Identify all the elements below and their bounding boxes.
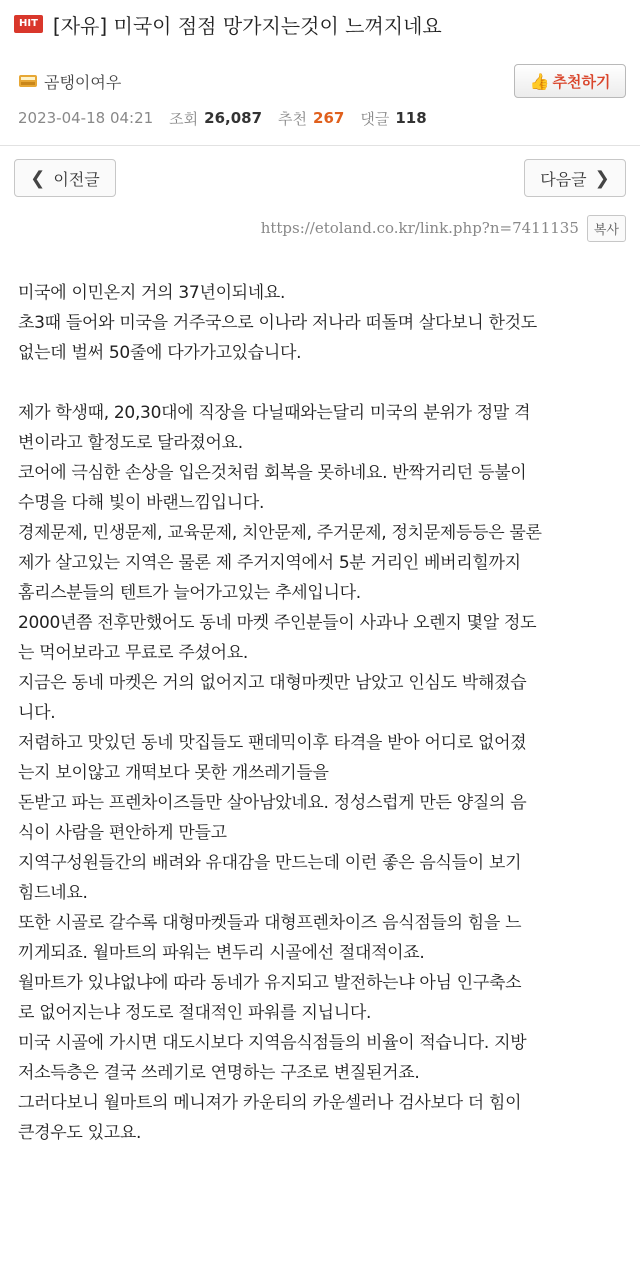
next-post-label: 다음글 [540, 169, 587, 189]
body-line: 미국 시골에 가시면 대도시보다 지역음식점들의 비율이 적습니다. 지방 [18, 1033, 527, 1053]
body-line: 경제문제, 민생문제, 교육문제, 치안문제, 주거문제, 정치문제등등은 물론 [18, 523, 542, 543]
author-info[interactable] [18, 64, 121, 98]
header-divider [0, 145, 640, 146]
recommends-label: 추천 [278, 109, 308, 128]
chevron-right-icon: ❯ [594, 167, 610, 189]
body-line: 끼게되죠. 월마트의 파워는 변두리 시골에선 절대적이죠. [18, 943, 425, 963]
body-line: 니다. [18, 703, 56, 723]
copy-link-button[interactable]: 복사 [587, 215, 626, 242]
chevron-left-icon: ❮ [30, 167, 46, 189]
body-line: 미국에 이민온지 거의 37년이되네요. [18, 283, 286, 303]
thumbs-up-icon: 👍 [529, 71, 550, 91]
body-line: 수명을 다해 빛이 바랜느낌입니다. [18, 493, 265, 513]
body-line: 지역구성원들간의 배려와 유대감을 만드는데 이런 좋은 음식들이 보기 [18, 853, 522, 873]
views-label: 조회 [169, 109, 199, 128]
body-line: 힘드네요. [18, 883, 88, 903]
body-line: 코어에 극심한 손상을 입은것처럼 회복을 못하네요. 반짝거리던 등불이 [18, 463, 527, 483]
comments-count: 118 [395, 109, 427, 127]
body-line: 홈리스분들의 텐트가 늘어가고있는 추세입니다. [18, 583, 361, 603]
post-date: 2023-04-18 04:21 [18, 109, 154, 127]
body-line: 큰경우도 있고요. [18, 1123, 142, 1143]
prev-post-button[interactable] [14, 159, 116, 197]
author-name[interactable]: 곰탱이여우 [44, 72, 122, 92]
body-line: 는 먹어보라고 무료로 주셨어요. [18, 643, 249, 663]
body-line: 식이 사람을 편안하게 만들고 [18, 823, 227, 843]
post-title: [자유] 미국이 점점 망가지는것이 느껴지네요 [52, 13, 442, 38]
body-line: 는지 보이않고 개떡보다 못한 개쓰레기들을 [18, 763, 329, 783]
body-line: 로 없어지는냐 정도로 절대적인 파워를 지닙니다. [18, 1003, 372, 1023]
body-line: 2000년쯤 전후만했어도 동네 마켓 주인분들이 사과나 오렌지 몇알 정도 [18, 613, 537, 633]
recommends-count: 267 [313, 109, 345, 127]
comments-label: 댓글 [360, 109, 390, 128]
next-post-button[interactable] [524, 159, 626, 197]
body-line [18, 368, 634, 398]
body-line: 그러다보니 월마트의 메니져가 카운티의 카운셀러나 검사보다 더 힘이 [18, 1093, 522, 1113]
body-line: 제가 학생때, 20,30대에 직장을 다닐때와는달리 미국의 분위가 정말 격 [18, 403, 531, 423]
body-line: 돈받고 파는 프렌차이즈들만 살아남았네요. 정성스럽게 만든 양질의 음 [18, 793, 527, 813]
body-line: 지금은 동네 마켓은 거의 없어지고 대형마켓만 남았고 인심도 박해졌습 [18, 673, 527, 693]
body-line: 없는데 벌써 50줄에 다가가고있습니다. [18, 343, 302, 363]
post-meta [18, 106, 427, 130]
body-line: 저렴하고 맛있던 동네 맛집들도 팬데믹이후 타격을 받아 어디로 없어졌 [18, 733, 527, 753]
author-level-icon [18, 73, 38, 89]
body-line: 월마트가 있냐없냐에 따라 동네가 유지되고 발전하는냐 아님 인구축소 [18, 973, 522, 993]
post-link-row [261, 214, 626, 242]
hit-badge: HIT [14, 15, 43, 33]
post-body [18, 278, 634, 1148]
post-title-row [14, 8, 630, 40]
views-count: 26,087 [204, 109, 263, 127]
recommend-button[interactable] [514, 64, 626, 98]
body-line: 또한 시골로 갈수록 대형마켓들과 대형프렌차이즈 음식점들의 힘을 느 [18, 913, 522, 933]
body-line: 제가 살고있는 지역은 물론 제 주거지역에서 5분 거리인 베버리힐까지 [18, 553, 521, 573]
post-link-url[interactable]: https://etoland.co.kr/link.php?n=7411135 [260, 219, 579, 237]
body-line: 초3때 들어와 미국을 거주국으로 이나라 저나라 떠돌며 살다보니 한것도 [18, 313, 537, 333]
recommend-button-label: 추천하기 [552, 72, 611, 91]
body-line: 변이라고 할정도로 달라졌어요. [18, 433, 243, 453]
prev-post-label: 이전글 [53, 169, 100, 189]
body-line: 저소득층은 결국 쓰레기로 연명하는 구조로 변질된거죠. [18, 1063, 420, 1083]
